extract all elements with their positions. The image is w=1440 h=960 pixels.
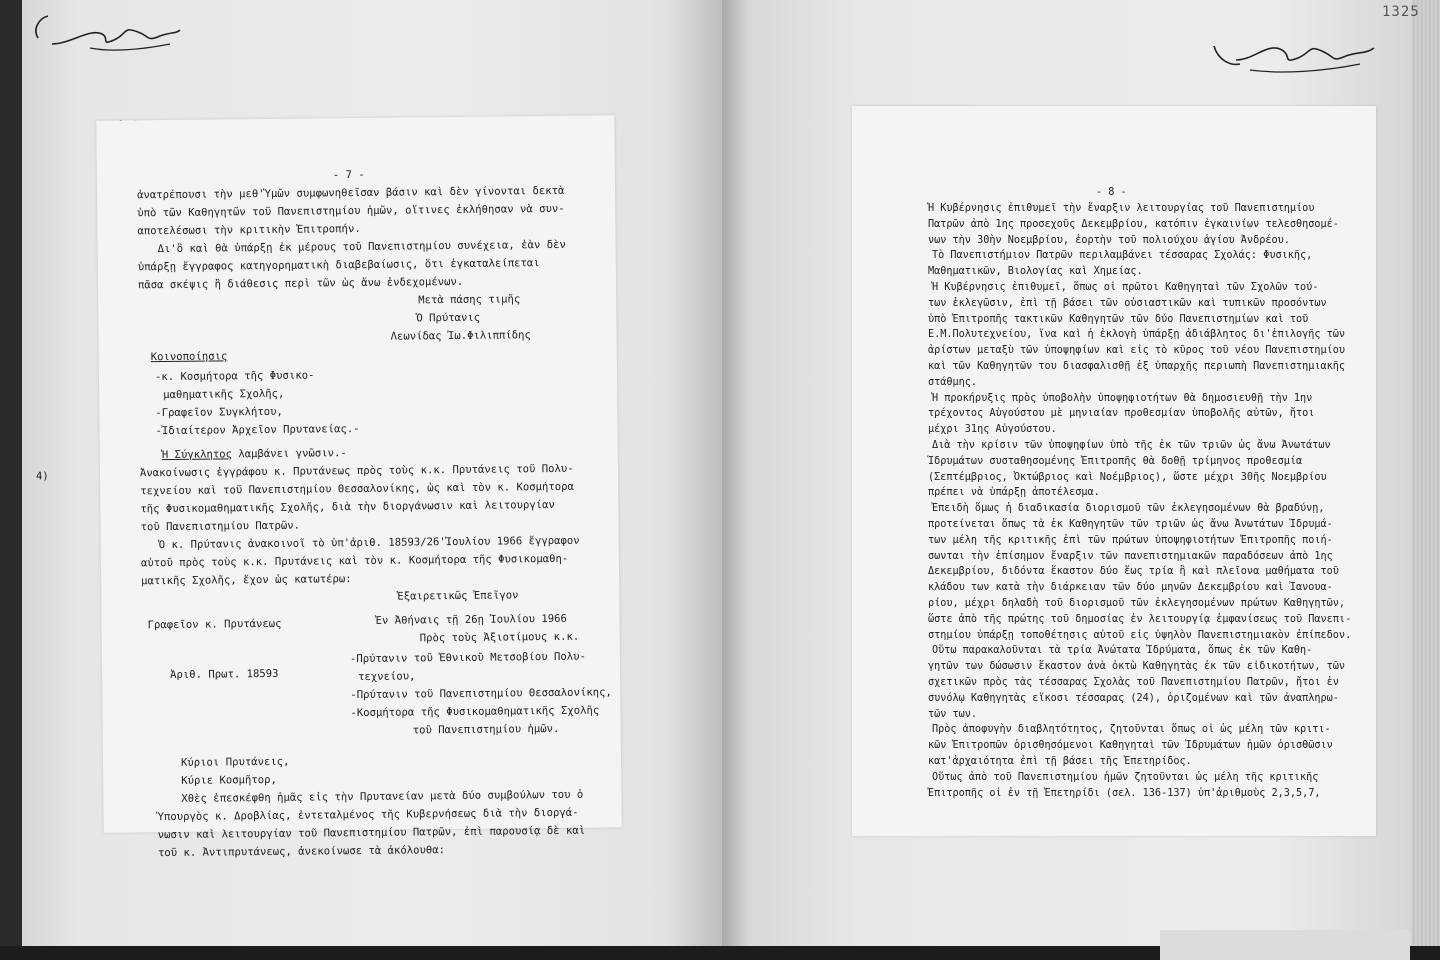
left-typed-sheet [35, 115, 621, 860]
signature-left [30, 8, 190, 58]
text-line: τρέχοντος Αὐγούστου μὲ μηνιαίαν προθεσμίαν ὑποβολῆς αὐτῶν, ἤτοι [928, 408, 1315, 420]
text-line: Ἐπειδὴ ὅμως ἡ διαδικασία διορισμοῦ τῶν ἐκλεγησομένων θὰ βραδύνῃ, [932, 503, 1325, 515]
text-line: μέχρι 31ης Αὐγούστου. [928, 424, 1057, 436]
item-number: 4) [35, 470, 49, 483]
cc-line: -κ. Κοσμήτορα τῆς Φυσικο- [154, 369, 315, 384]
text-line: Πατρῶν ἀπὸ 1ης προσεχοῦς Δεκεμβρίου, κατόπιν ἐγκαινίων τελεσθησομέ- [928, 218, 1339, 230]
text-line: των ἐκλεγῶσιν, ἐπὶ τῇ βάσει τῶν οὐσιαστικῶν καὶ τυπικῶν προσόντων [928, 297, 1327, 309]
salutation-line: Κύριε Κοσμῆτορ, [181, 773, 277, 787]
text-line: Δεκεμβρίου, διδόντα ἕκαστον δύο ἕως τρία ἢ καὶ πλεῖονα μαθήματα τοῦ [928, 566, 1339, 578]
text-line: Μαθηματικῶν, Βιολογίας καὶ Χημείας. [928, 266, 1143, 278]
body-line: Χθὲς ἐπεσκέφθη ἡμᾶς εἰς τὴν Πρυτανείαν μετὰ δύο συμβούλων του ὁ [181, 788, 584, 805]
text-line: ὑπὸ Ἐπιτροπῆς τακτικῶν Καθηγητῶν τῶν δύο Πανεπιστημίων καὶ τοῦ [928, 313, 1309, 325]
recipient-line: -Πρύτανιν τοῦ Ἐθνικοῦ Μετσοβίου Πολυ- [349, 650, 586, 666]
item-line: Ἀνακοίνωσις ἐγγράφου κ. Πρυτάνεως πρὸς τοὺς κ.κ. Πρυτάνεις τοῦ Πολυ- [139, 462, 574, 480]
text-line: των μέλη τῆς κριτικῆς ἐπὶ τῶν πρώτων ὑποψηφιοτήτων Ἐπιτροπῆς ποιή- [928, 534, 1333, 546]
text-line: Οὕτως ἀπὸ τοῦ Πανεπιστημίου ἡμῶν ζητοῦνται ὡς μέλη τῆς κριτικῆς [932, 771, 1319, 783]
text-line: προτείνεται ὅπως τὰ ἐκ Καθηγητῶν τῶν τριῶν ὡς ἄνω Ἀνωτάτων Ἱδρυμά- [928, 519, 1333, 530]
text-line: Διὰ τὴν κρίσιν τῶν ὑποψηφίων ὑπὸ τῆς ἐκ τῶν τριῶν ὡς ἄνω Ἀνωτάτων [932, 440, 1331, 451]
body-line: Ὑπουργὸς κ. Δροβλίας, ἐντεταλμένος τῆς Κυβερνήσεως διὰ τὴν διοργά- [157, 806, 579, 824]
recipient-line: -Κοσμήτορα τῆς Φυσικομαθηματικῆς Σχολῆς [350, 704, 600, 720]
text-line: κλάδου των κατὰ τὴν διάρκειαν τῶν δύο μηνῶν Δεκεμβρίου καὶ Ἰανουα- [928, 582, 1333, 594]
cc-heading: Κοινοποίησις [150, 350, 228, 364]
text-line: ὑπάρξῃ ἔγγραφος κατηγορηματικὴ διαβεβαίωσις, ὅτι ἐγκαταλείπεται [137, 257, 540, 274]
item-line: τοῦ Πανεπιστημίου Πατρῶν. [140, 519, 301, 534]
text-line: Ἱδρυμάτων συσταθησομένης Ἐπιτροπῆς θὰ δοθῇ τρίμηνος προθεσμία [928, 455, 1303, 467]
text-line: ὑπὸ τῶν Καθηγητῶν τοῦ Πανεπιστημίου ἡμῶν, οἵτινες ἐκλήθησαν νὰ συν- [137, 202, 565, 220]
body-line: νωσιν καὶ λειτουργίαν τοῦ Πανεπιστημίου Πατρῶν, ἐπὶ παρουσίᾳ δὲ καὶ [157, 824, 586, 842]
text-line: Ἡ Κυβέρνησις ἐπιθυμεῖ, ὅπως οἱ πρῶτοι Καθηγηταὶ τῶν Σχολῶν τού- [932, 282, 1319, 293]
signature-right [1210, 30, 1380, 78]
cc-line: -Ἰδιαίτερον Ἀρχεῖον Πρυτανείας.- [155, 422, 360, 438]
text-line: στημίου ὑπάρξῃ τοποθέτησις αὐτοῦ εἰς ὑψηλὸν Πανεπιστημιακὸν ἐπίπεδον. [928, 629, 1352, 641]
text-line: πᾶσα σκέψις ἢ διάθεσις περὶ τῶν ὡς ἄνω ἐνδεχομένων. [137, 275, 464, 292]
senate-label: Ἡ Σύγκλητος [161, 448, 233, 462]
text-line: ἀνατρέπουσι τὴν μεθ'Ὑμῶν συμφωνηθεῖσαν βάσιν καὶ δὲν γίνονται δεκτὰ [137, 184, 565, 202]
text-line: σχετικῶν πρὸς τὰς τέσσαρας Σχολὰς τοῦ Πανεπιστημίου Πατρῶν, ἤτοι ἐν [928, 677, 1339, 688]
page-number-stamped: 1325 [1382, 4, 1420, 20]
date-line: Ἐν Ἀθήναις τῇ 26ῃ Ἰουλίου 1966 [375, 612, 567, 627]
text-line: Ἡ προκήρυξις πρὸς ὑποβολὴν ὑποψηφιοτήτων θὰ δημοσιευθῇ τὴν 1ην [932, 392, 1313, 404]
salutation-line: Κύριοι Πρυτάνεις, [180, 755, 290, 769]
office-label: Γραφεῖον κ. Πρυτάνεως [147, 617, 282, 632]
text-line: Ε.Μ.Πολυτεχνείου, ἵνα καὶ ἡ ἐκλογὴ ὑπάρξῃ ἀδιάβλητος δι'ἐπιλογῆς τῶν [928, 329, 1346, 341]
text-line: Οὕτω παρακαλοῦνται τὰ τρία Ἀνώτατα Ἱδρύματα, ὅπως ἐκ τῶν Καθη- [932, 645, 1313, 657]
text-line: Τὸ Πανεπιστήμιον Πατρῶν περιλαμβάνει τέσσαρας Σχολάς: Φυσικῆς, [932, 250, 1313, 262]
item-line: Ὁ κ. Πρύτανις ἀνακοινοῖ τὸ ὑπ'ἀριθ. 18593/26'Ἰουλίου 1966 ἔγγραφον [158, 534, 580, 552]
text-line: σωνται τὴν ἐπίσημον ἔναρξιν τῶν πανεπιστημιακῶν παραδόσεων ἀπὸ 1ης [928, 550, 1333, 562]
text-line: τῶν των. [928, 708, 978, 720]
to-line: Πρὸς τοὺς Ἀξιοτίμους κ.κ. [419, 630, 580, 645]
text-line: κατ'ἀρχαιότητα ἐπὶ τῇ βάσει τῆς Ἐπετηρίδος. [928, 756, 1192, 767]
text-line: γητῶν των δώσωσιν ἕκαστον ἀνὰ ὀκτὼ Καθηγητὰς ἐκ τῶν εἰδικοτήτων, τῶν [928, 661, 1346, 673]
senate-text: λαμβάνει γνῶσιν.- [231, 447, 347, 461]
recipient-line: -Πρύτανιν τοῦ Πανεπιστημίου Θεσσαλονίκης, [350, 686, 612, 702]
body-line: τοῦ κ. Ἀντιπρυτάνεως, ἀνεκοίνωσε τὰ ἀκόλουθα: [157, 844, 446, 860]
urgent-label: Ἐξαιρετικῶς Ἐπεῖγον [397, 589, 519, 603]
sheet-page-number: - 7 - [332, 168, 365, 182]
text-line: νων τὴν 30ὴν Νοεμβρίου, ἑορτὴν τοῦ πολιούχου ἁγίου Ἀνδρέου. [928, 234, 1290, 246]
sheet-page-number: - 8 - [1096, 187, 1127, 198]
cc-line: -Γραφεῖον Συγκλήτου, [155, 405, 283, 420]
text-line: αποτελέσωσι τὴν κριτικὴν Ἐπιτροπήν. [137, 222, 361, 238]
closing-line: Λεωνίδας Ἰω.Φιλιππίδης [390, 329, 531, 343]
closing-line: Ὁ Πρύτανις [416, 311, 481, 325]
bottom-paper-scrap [1160, 930, 1410, 960]
item-line: ματικῆς Σχολῆς, ἔχον ὡς κατωτέρω: [141, 573, 352, 588]
text-line: καὶ τῶν Καθηγητῶν του διασφαλισθῇ ἐξ ὑπαρχῆς περιωπὴ Πανεπιστημιακῆς [928, 361, 1346, 372]
text-line: ρίου, μέχρι δηλαδὴ τοῦ διορισμοῦ τῶν ἐκλεγησομένων πρώτων Καθηγητῶν, [928, 598, 1346, 609]
text-line: Ἐπιτροπῆς οἱ ἐν τῇ Ἐπετηρίδι (σελ. 136-137) ὑπ'ἀριθμοὺς 2,3,5,7, [928, 787, 1321, 799]
text-line: ὥστε ἀπὸ τῆς πρώτης τοῦ δημοσίας ἐν λειτουργίᾳ ἐμφανίσεως τοῦ Πανεπι- [928, 613, 1352, 625]
item-line: τεχνείου καὶ τοῦ Πανεπιστημίου Θεσσαλονίκης, ὡς καὶ τὸν κ. Κοσμήτορα [140, 480, 574, 498]
right-typed-sheet [852, 106, 1376, 836]
protocol-number: Ἀριθ. Πρωτ. 18593 [170, 667, 279, 681]
text-line: στάθμης. [928, 376, 978, 388]
text-line: πρέπει νὰ ὑπάρξῃ ἀποτέλεσμα. [928, 487, 1100, 499]
text-line: (Σεπτέμβριος, Ὀκτώβριος καὶ Νοέμβριος), ὥστε μέχρι 30ῆς Νοεμβρίου [928, 471, 1327, 483]
text-line: ἀρίστων μεταξὺ τῶν ὑποψηφίων καὶ εἰς τὸ κῦρος τοῦ νέου Πανεπιστημίου [928, 345, 1346, 357]
recipient-line: τοῦ Πανεπιστημίου ἡμῶν. [412, 722, 560, 737]
senate-line [162, 448, 347, 461]
text-line: Ἡ Κυβέρνησις ἐπιθυμεῖ τὴν ἔναρξιν λειτουργίας τοῦ Πανεπιστημίου [928, 203, 1315, 214]
closing-line: Μετὰ πάσης τιμῆς [418, 293, 521, 307]
item-line: αὐτοῦ πρὸς τοὺς κ.κ. Πρυτάνεις καὶ τὸν κ. Κοσμήτορα τῆς Φυσικομαθη- [140, 552, 569, 570]
item-line: τῆς Φυσικομαθηματικῆς Σχολῆς, διὰ τὴν διοργάνωσιν καὶ λειτουργίαν [140, 498, 555, 516]
text-line: Πρὸς ἀποφυγὴν διαβλητότητος, ζητοῦνται ὅπως οἱ ὡς μέλη τῶν κριτι- [932, 724, 1331, 736]
cc-line: μαθηματικῆς Σχολῆς, [163, 387, 285, 402]
text-line: συνόλῳ Καθηγητὰς εἴκοσι τέσσαρας (24), ὁριζομένων καὶ τῶν ἀναπληρω- [928, 692, 1339, 704]
recipient-line: τεχνείου, [358, 670, 416, 684]
text-line: Δι'ὃ καὶ θὰ ὑπάρξῃ ἐκ μέρους τοῦ Πανεπιστημίου συνέχεια, ἐὰν δὲν [157, 238, 566, 256]
page-edges [1412, 0, 1440, 960]
text-line: κῶν Ἐπιτροπῶν ὁρισθησόμενοι Καθηγηταὶ τῶν Ἱδρυμάτων ἡμῶν ὁρισθῶσιν [928, 740, 1333, 752]
